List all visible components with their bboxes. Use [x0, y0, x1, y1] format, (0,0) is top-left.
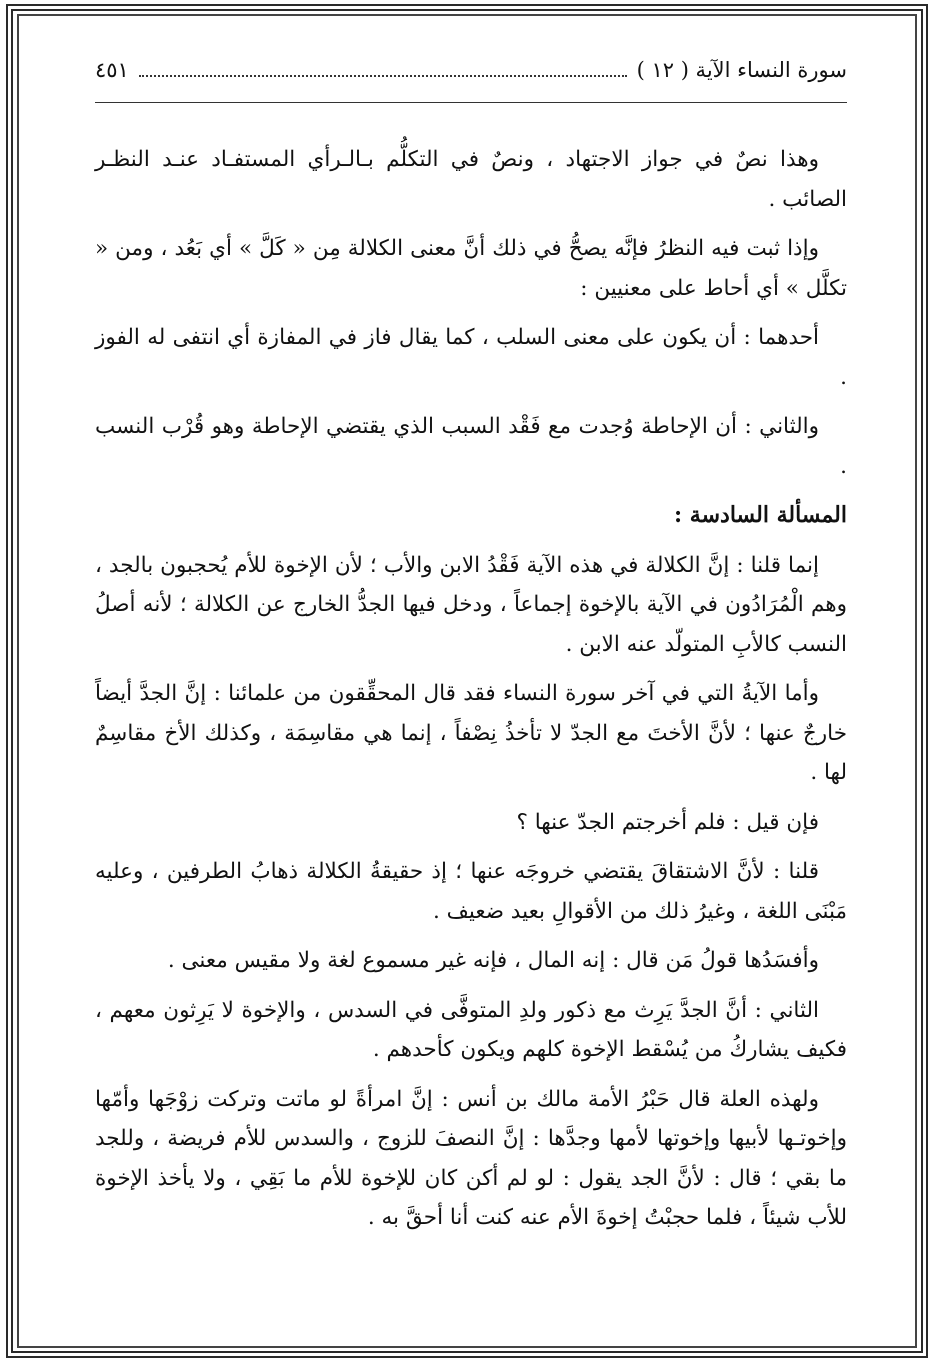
paragraph: وأفسَدُها قولُ مَن قال : إنه المال ، فإنه غير مسموع لغة ولا مقيس معنى . — [167, 948, 819, 973]
header-title: سورة النساء الآية ( ١٢ ) — [636, 58, 847, 82]
paragraph: وهذا نصٌ في جواز الاجتهاد ، ونصٌ في التكلُّم بـالـرأي المستفـاد عنـد النظـر الصائب . — [95, 147, 847, 212]
paragraph: فإن قيل : فلم أخرجتم الجدّ عنها ؟ — [516, 809, 819, 835]
section-heading: المسألة السادسة : — [674, 502, 847, 528]
paragraph: أحدهما : أن يكون على معنى السلب ، كما يقال فاز في المفازة أي انتفى له الفوز . — [95, 325, 847, 390]
paragraph: ولهذه العلة قال حَبْرُ الأمة مالك بن أنس : إنَّ امرأةً لو ماتت وتركت زوْجَها وأمّها وإخوتـها لأبيها وإخوتها لأمها وجدَّها : إنَّ النصفَ للزوج ، والسدس للأم فريضة ، وللجد ما بقي ؛ قال : لأنَّ الجد يقول : لو لم أكن كان للإخوة للأم ما بَقِي ، ولا يأخذ الإخوة للأب شيئاً ، فلما حجبْتُ إخوةَ الأم عنه كنت أنا أحقَّ به . — [95, 1086, 847, 1230]
paragraph: قلنا : لأنَّ الاشتقاقَ يقتضي خروجَه عنها ؛ إذ حقيقةُ الكلالة ذهابُ الطرفين ، وعليه مَبْنَى اللغة ، وغيرُ ذلك من الأقوالِ بعيد ضعيف . — [95, 859, 847, 924]
running-header — [95, 58, 847, 98]
paragraph: إنما قلنا : إنَّ الكلالة في هذه الآية فَقْدُ الابن والأب ؛ لأن الإخوة للأم يُحجبون بالجد ، وهم الْمُرَادُون في الآية بالإخوة إجماعاً ، ودخل فيها الجدُّ الخارج عن الكلالة ؛ لأنه أصلُ النسب كالأبِ المتولّد عنه الابن . — [95, 552, 847, 657]
header-dot-leader — [139, 61, 627, 77]
page-number: ٤٥١ — [95, 58, 129, 82]
page-body — [95, 140, 847, 1248]
header-rule — [95, 102, 847, 103]
paragraph: الثاني : أنَّ الجدَّ يَرِث مع ذكور ولدِ المتوفَّى في السدس ، والإخوة لا يَرِثون معهم ، فكيف يشاركُ من يُسْقط الإخوة كلهم ويكون كأحدهم . — [95, 997, 847, 1062]
paragraph: والثاني : أن الإحاطة وُجدت مع فَقْد السبب الذي يقتضي الإحاطة وهو قُرْب النسب . — [95, 414, 847, 479]
paragraph: وأما الآيةُ التي في آخر سورة النساء فقد قال المحقِّقون من علمائنا : إنَّ الجدَّ أيضاً خارجٌ عنها ؛ لأنَّ الأختَ مع الجدّ لا تأخذُ نِصْفاً ، إنما هي مقاسِمَة ، وكذلك الأخ مقاسِمٌ لها . — [95, 681, 847, 785]
paragraph: وإذا ثبت فيه النظرُ فإنَّه يصحُّ في ذلك أنَّ معنى الكلالة مِن « كَلَّ » أي بَعُد ، ومن « تكلَّل » أي أحاط على معنيين : — [95, 236, 847, 301]
